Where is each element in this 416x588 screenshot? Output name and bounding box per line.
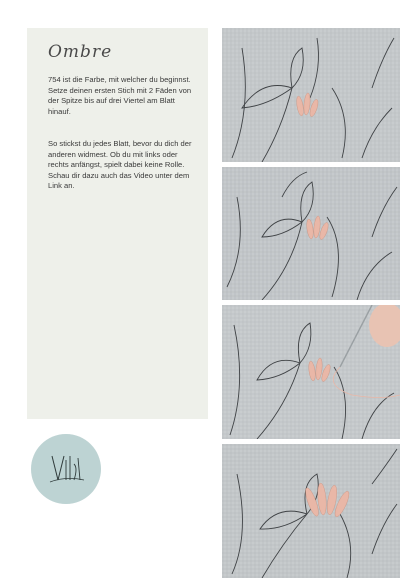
embroidery-photo-3 — [222, 305, 400, 439]
embroidery-photo-4 — [222, 444, 400, 578]
embroidery-photo-1 — [222, 28, 400, 162]
instruction-paragraph-2: So stickst du jedes Blatt, bevor du dich der anderen widmest. Ob du mit links oder rechts anfängst, spielt dabei keine Rolle. Schau dir dazu auch das Video unter dem Link an. — [48, 139, 192, 191]
embroidery-photo-2 — [222, 167, 400, 300]
instruction-paragraph-1: 754 ist die Farbe, mit welcher du beginnst. Setze deinen ersten Stich mit 2 Fäden von der Spitze bis auf drei Viertel am Blatt hinauf. — [48, 75, 192, 116]
brand-logo — [31, 434, 101, 504]
section-heading: Ombre — [48, 42, 113, 62]
instruction-card — [27, 28, 208, 419]
signature-logo-icon — [44, 446, 88, 492]
